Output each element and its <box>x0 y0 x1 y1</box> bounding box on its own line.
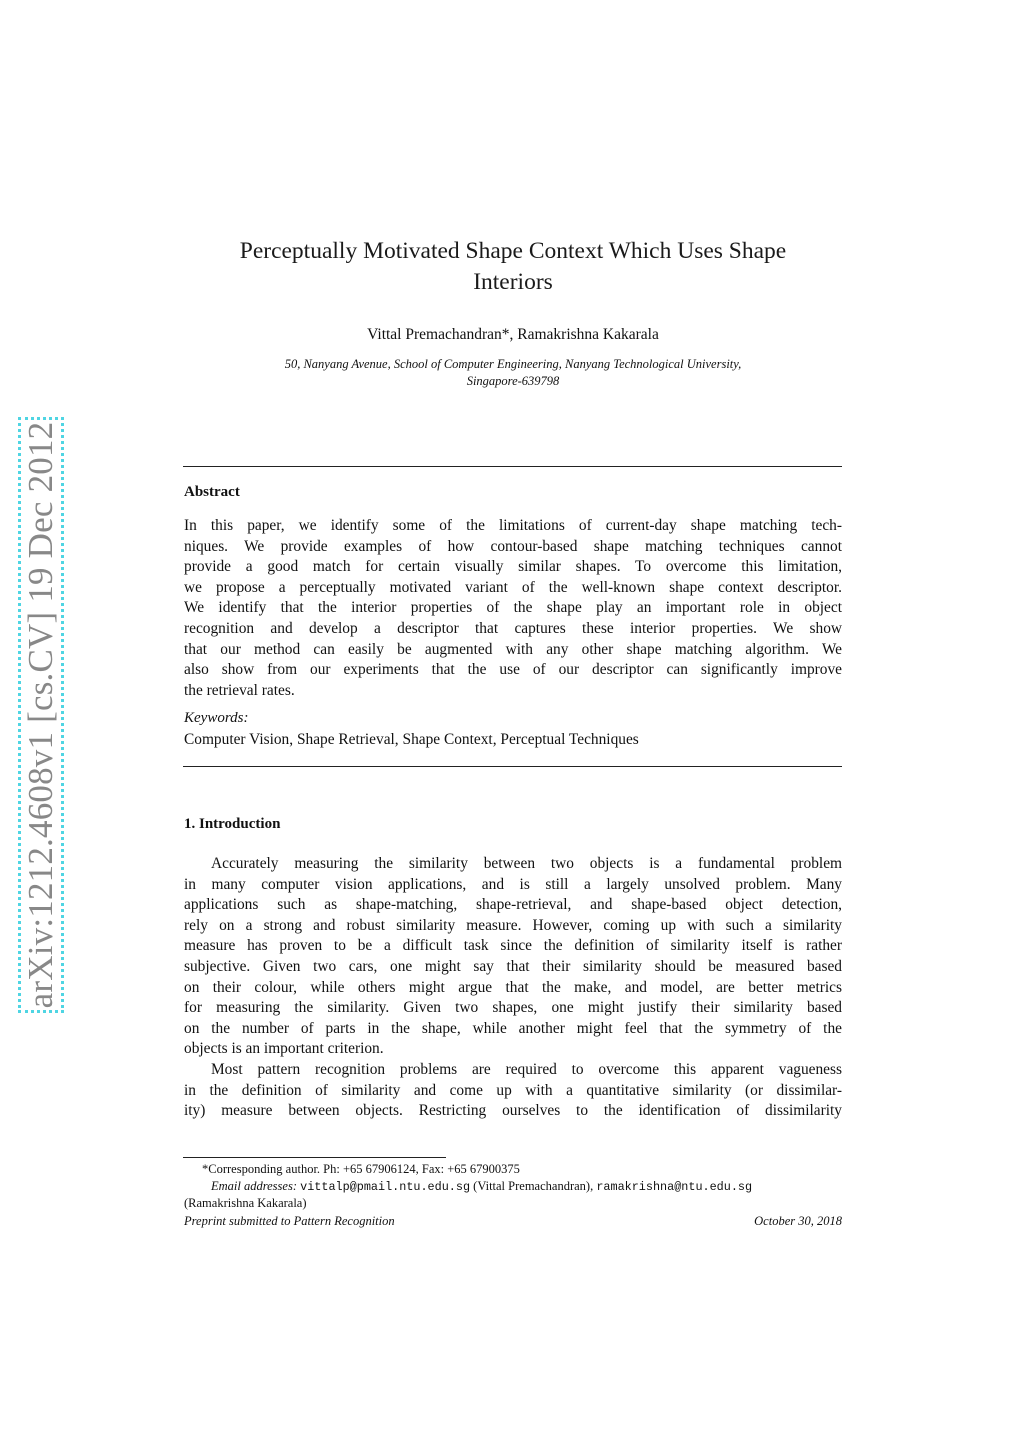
footnotes <box>184 1161 842 1212</box>
email-link-1[interactable]: vittalp@pmail.ntu.edu.sg <box>300 1179 471 1194</box>
abstract-line: niques. We provide examples of how contour-based shape matching techniques cannot <box>184 537 842 555</box>
email-name-1: (Vittal Premachandran), <box>473 1178 594 1193</box>
email-name-2: (Ramakrishna Kakarala) <box>184 1196 307 1210</box>
introduction-paragraph-1 <box>184 854 842 1060</box>
paragraph-line: measure has proven to be a difficult task since the definition of similarity itself is rather <box>184 937 842 955</box>
paragraph-line: applications such as shape-matching, shape-retrieval, and shape-based object detection, <box>184 896 842 914</box>
preprint-note: Preprint submitted to Pattern Recognition <box>184 1214 395 1228</box>
paragraph-line: in the definition of similarity and come up with a quantitative similarity (or dissimilar- <box>184 1081 842 1099</box>
email-link-2[interactable]: ramakrishna@ntu.edu.sg <box>596 1179 753 1194</box>
section-heading-introduction: 1. Introduction <box>184 816 281 832</box>
keywords-list: Computer Vision, Shape Retrieval, Shape Context, Perceptual Techniques <box>184 731 639 748</box>
paragraph-line: objects is an important criterion. <box>184 1040 384 1058</box>
corresponding-author-note: *Corresponding author. Ph: +65 67906124, Fax: +65 67900375 <box>202 1162 520 1176</box>
abstract-line: that our method can easily be augmented with any other shape matching algorithm. We <box>184 640 842 658</box>
affiliation <box>184 356 842 390</box>
title-line-2: Interiors <box>473 269 553 295</box>
paragraph-line: subjective. Given two cars, one might say that their similarity should be measured based <box>184 957 842 975</box>
footer-date: October 30, 2018 <box>754 1214 842 1228</box>
paragraph-line: for measuring the similarity. Given two shapes, one might justify their similarity based <box>184 999 842 1017</box>
abstract-line: recognition and develop a descriptor that captures these interior properties. We show <box>184 619 842 637</box>
introduction-paragraph-2 <box>184 1060 842 1122</box>
paragraph-line: Most pattern recognition problems are required to overcome this apparent vagueness <box>211 1061 842 1078</box>
email-note <box>184 1178 842 1196</box>
arxiv-identifier-stamp: arXiv:1212.4608v1 [cs.CV] 19 Dec 2012 <box>18 417 64 1013</box>
footnote-rule <box>183 1157 446 1158</box>
paragraph-line: on the number of parts in the shape, while another might feel that the symmetry of the <box>184 1019 842 1037</box>
paragraph-line: rely on a strong and robust similarity measure. However, coming up with such a similarity <box>184 916 842 934</box>
paragraph-line: Accurately measuring the similarity between two objects is a fundamental problem <box>211 855 842 872</box>
abstract-line: In this paper, we identify some of the limitations of current-day shape matching tech- <box>184 517 842 534</box>
paragraph-line: in many computer vision applications, and is still a largely unsolved problem. Many <box>184 875 842 893</box>
abstract-heading: Abstract <box>184 484 240 500</box>
keywords-label: Keywords: <box>184 710 249 726</box>
paragraph-line: on their colour, while others might argue that the make, and model, are better metrics <box>184 978 842 996</box>
abstract-line: we propose a perceptually motivated variant of the well-known shape context descriptor. <box>184 578 842 596</box>
abstract-bottom-rule <box>183 766 842 767</box>
paragraph-line: ity) measure between objects. Restricting ourselves to the identification of dissimilarity <box>184 1102 842 1120</box>
abstract-line: also show from our experiments that the use of our descriptor can significantly improve <box>184 661 842 679</box>
abstract-body <box>184 516 842 701</box>
abstract-line: We identify that the interior properties of the shape play an important role in object <box>184 599 842 617</box>
affiliation-line-2: Singapore-639798 <box>466 374 560 388</box>
abstract-line: provide a good match for certain visually similar shapes. To overcome this limitation, <box>184 558 842 576</box>
abstract-top-rule <box>183 466 842 467</box>
paper-title <box>184 236 842 298</box>
title-line-1: Perceptually Motivated Shape Context Which Uses Shape <box>239 238 787 264</box>
email-label: Email addresses: <box>211 1178 297 1193</box>
author-list: Vittal Premachandran*, Ramakrishna Kakarala <box>367 326 659 343</box>
abstract-line: the retrieval rates. <box>184 681 295 699</box>
affiliation-line-1: 50, Nanyang Avenue, School of Computer Engineering, Nanyang Technological University, <box>284 357 742 371</box>
